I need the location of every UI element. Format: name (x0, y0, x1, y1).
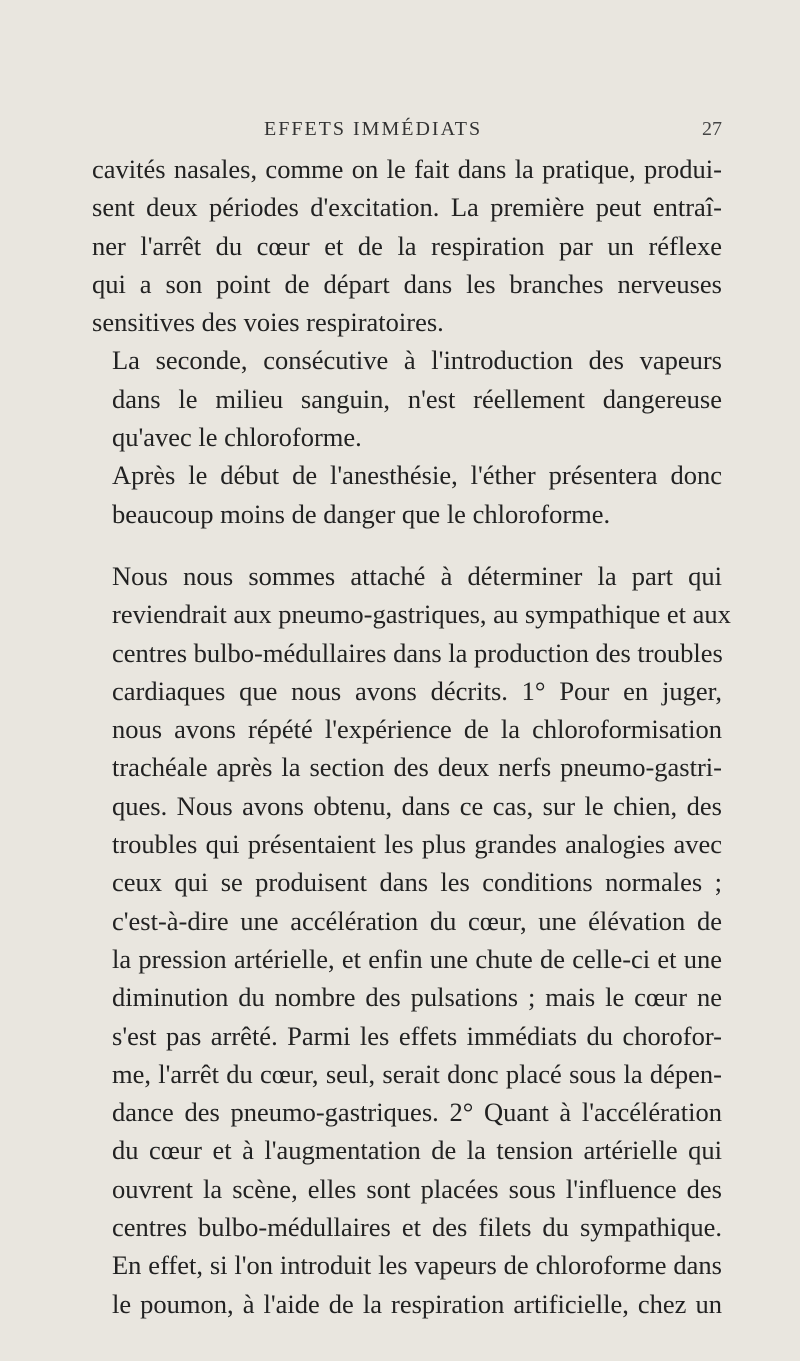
text-line: nous avons répété l'expérience de la chloroformisation (112, 714, 722, 745)
paragraph-2 (92, 341, 722, 456)
text-line: centres bulbo-médullaires dans la production des troubles (112, 637, 723, 668)
paragraph-3 (92, 456, 722, 533)
text-line: Nous nous sommes attaché à déterminer la part qui (112, 560, 722, 591)
paragraph-4 (92, 557, 731, 1323)
text-line: le poumon, à l'aide de la respiration artificielle, chez un (112, 1288, 722, 1319)
text-line: dans le milieu sanguin, n'est réellement dangereuse (112, 383, 722, 414)
text-line: du cœur et à l'augmentation de la tension artérielle qui (112, 1135, 722, 1166)
text-line: Après le début de l'anesthésie, l'éther présentera donc (112, 460, 722, 491)
text-line: qui a son point de départ dans les branches nerveuses (92, 268, 722, 299)
text-line: la pression artérielle, et enfin une chute de celle-ci et une (112, 943, 722, 974)
text-line: ouvrent la scène, elles sont placées sous l'influence des (112, 1173, 722, 1204)
text-line: ceux qui se produisent dans les conditions normales ; (112, 867, 722, 898)
text-line: sent deux périodes d'excitation. La première peut entraî- (92, 192, 722, 223)
text-line: La seconde, consécutive à l'introduction des vapeurs (112, 345, 722, 376)
text-line: c'est-à-dire une accélération du cœur, une élévation de (112, 905, 722, 936)
text-line: qu'avec le chloroforme. (112, 422, 362, 453)
text-line: ner l'arrêt du cœur et de la respiration par un réflexe (92, 230, 722, 261)
text-line: trachéale après la section des deux nerfs pneumo-gastri- (112, 752, 722, 783)
page-number: 27 (702, 118, 722, 140)
text-line: beaucoup moins de danger que le chloroforme. (112, 498, 611, 529)
text-line: me, l'arrêt du cœur, seul, serait donc placé sous la dépen- (112, 1058, 722, 1089)
text-line: reviendrait aux pneumo-gastriques, au sympathique et aux (112, 599, 731, 630)
text-line: En effet, si l'on introduit les vapeurs de chloroforme dans (112, 1250, 722, 1281)
text-line: dance des pneumo-gastriques. 2° Quant à l'accélération (112, 1097, 722, 1128)
text-line: sensitives des voies respiratoires. (92, 307, 444, 338)
body-text (92, 150, 731, 1323)
paragraph-1 (92, 150, 722, 341)
text-line: cavités nasales, comme on le fait dans la pratique, produi- (92, 154, 722, 184)
text-line: cardiaques que nous avons décrits. 1° Pour en juger, (112, 675, 722, 706)
text-line: troubles qui présentaient les plus grandes analogies avec (112, 829, 722, 860)
text-line: ques. Nous avons obtenu, dans ce cas, sur le chien, des (112, 790, 722, 821)
running-head (92, 72, 722, 140)
text-line: centres bulbo-médullaires et des filets du sympathique. (112, 1212, 722, 1243)
text-line: s'est pas arrêté. Parmi les effets immédiats du chorofor- (112, 1020, 722, 1051)
running-title: EFFETS IMMÉDIATS (264, 118, 483, 140)
text-line: diminution du nombre des pulsations ; mais le cœur ne (112, 982, 722, 1013)
